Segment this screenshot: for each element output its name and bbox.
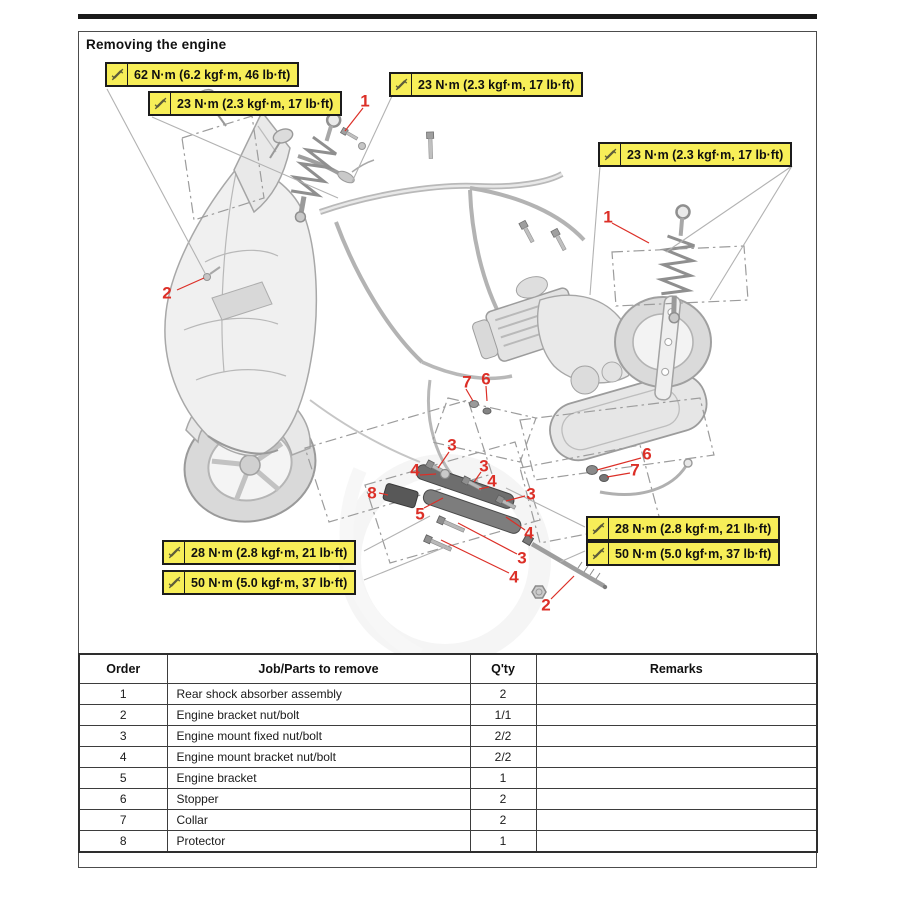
cell-remarks: [536, 705, 817, 726]
table-row: [79, 768, 817, 789]
cell-job: Engine mount fixed nut/bolt: [167, 726, 470, 747]
table-row: [79, 726, 817, 747]
callout-number: 7: [462, 372, 472, 392]
cell-qty: 2/2: [470, 726, 536, 747]
front-fairing: [165, 166, 316, 455]
callout-number: 4: [410, 460, 420, 480]
torque-value: 23 N·m (2.3 kgf·m, 17 lb·ft): [627, 147, 784, 162]
cell-order: 4: [79, 747, 167, 768]
cell-order: 8: [79, 831, 167, 853]
cell-job: Collar: [167, 810, 470, 831]
cell-remarks: [536, 810, 817, 831]
page-title: Removing the engine: [86, 37, 227, 52]
table-row: [79, 789, 817, 810]
cell-remarks: [536, 684, 817, 705]
table-row: [79, 684, 817, 705]
cell-job: Stopper: [167, 789, 470, 810]
table-row: [79, 831, 817, 853]
table-header-row: [79, 654, 817, 684]
cell-job: Rear shock absorber assembly: [167, 684, 470, 705]
bracket-nut: [532, 586, 546, 598]
cell-order: 3: [79, 726, 167, 747]
cell-order: 6: [79, 789, 167, 810]
cell-order: 5: [79, 768, 167, 789]
cell-remarks: [536, 789, 817, 810]
protector: [382, 483, 418, 508]
header-qty: Q'ty: [470, 654, 536, 684]
cell-remarks: [536, 726, 817, 747]
table-row: [79, 747, 817, 768]
torque-value: 23 N·m (2.3 kgf·m, 17 lb·ft): [418, 77, 575, 92]
cell-qty: 1: [470, 831, 536, 853]
cell-qty: 1: [470, 768, 536, 789]
page-top-rule: [78, 14, 817, 19]
torque-value: 28 N·m (2.8 kgf·m, 21 lb·ft): [191, 545, 348, 560]
callout-number: 1: [360, 91, 370, 111]
cell-qty: 2: [470, 789, 536, 810]
callout-number: 4: [509, 567, 519, 587]
header-remarks: Remarks: [536, 654, 817, 684]
cell-remarks: [536, 747, 817, 768]
cell-qty: 2: [470, 810, 536, 831]
callout-number: 3: [517, 548, 527, 568]
cell-job: Engine bracket nut/bolt: [167, 705, 470, 726]
callout-number: 6: [642, 444, 652, 464]
cell-job: Engine mount bracket nut/bolt: [167, 747, 470, 768]
callout-number: 2: [162, 283, 172, 303]
cell-order: 7: [79, 810, 167, 831]
torque-value: 62 N·m (6.2 kgf·m, 46 lb·ft): [134, 67, 291, 82]
engine-removal-diagram: [79, 33, 816, 653]
cell-qty: 2: [470, 684, 536, 705]
torque-value: 28 N·m (2.8 kgf·m, 21 lb·ft): [615, 521, 772, 536]
callout-number: 6: [481, 369, 491, 389]
torque-value: 50 N·m (5.0 kgf·m, 37 lb·ft): [191, 575, 348, 590]
cell-remarks: [536, 768, 817, 789]
torque-value: 23 N·m (2.3 kgf·m, 17 lb·ft): [177, 96, 334, 111]
torque-value: 50 N·m (5.0 kgf·m, 37 lb·ft): [615, 546, 772, 561]
mirror-left: [193, 87, 226, 126]
cell-order: 2: [79, 705, 167, 726]
callout-number: 4: [524, 523, 534, 543]
table-row: [79, 810, 817, 831]
callout-number: 2: [541, 595, 551, 615]
cell-qty: 2/2: [470, 747, 536, 768]
callout-number: 7: [630, 460, 640, 480]
callout-number: 8: [367, 483, 377, 503]
callout-number: 3: [526, 484, 536, 504]
cell-job: Protector: [167, 831, 470, 853]
callout-number: 5: [415, 504, 425, 524]
table-row: [79, 705, 817, 726]
parts-table: [78, 653, 818, 853]
callout-number: 3: [479, 456, 489, 476]
header-order: Order: [79, 654, 167, 684]
cell-remarks: [536, 831, 817, 853]
cell-qty: 1/1: [470, 705, 536, 726]
callout-number: 1: [603, 207, 613, 227]
callout-number: 3: [447, 435, 457, 455]
cell-job: Engine bracket: [167, 768, 470, 789]
header-job: Job/Parts to remove: [167, 654, 470, 684]
cell-order: 1: [79, 684, 167, 705]
callout-number: 4: [487, 471, 497, 491]
